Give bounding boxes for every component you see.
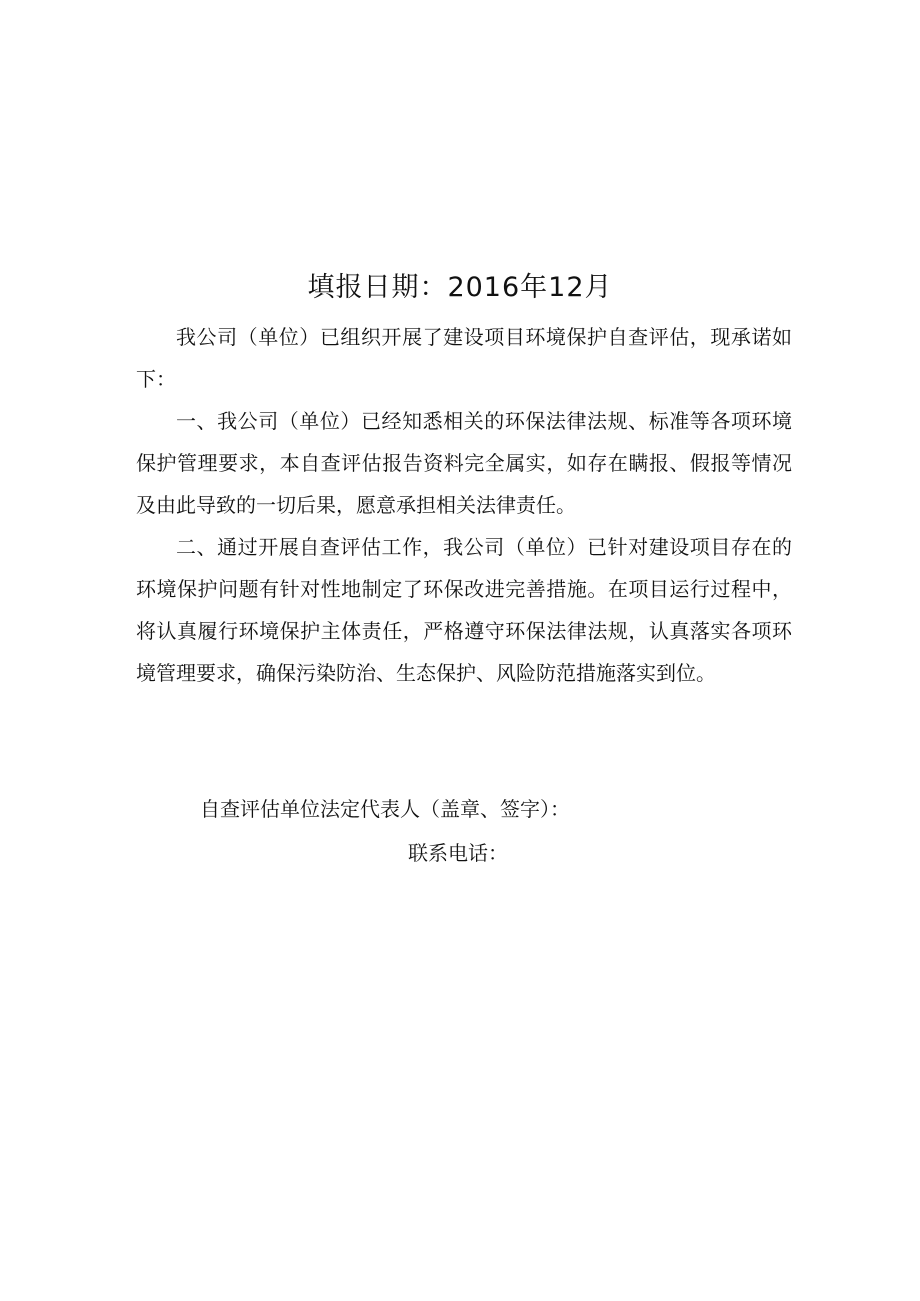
fill-date-heading: 填报日期：2016年12月	[307, 272, 613, 303]
commitment-paragraph-2: 二、通过开展自查评估工作，我公司（单位）已针对建设项目存在的环境保护问题有针对性地制定了环保改进完善措施。在项目运行过程中，将认真履行环境保护主体责任，严格遵守环保法律法规，认真落实各项环境管理要求，确保污染防治、生态保护、风险防范措施落实到位。	[136, 535, 792, 685]
commitment-body	[136, 316, 792, 694]
phone-label: 联系电话：	[408, 841, 508, 865]
commitment-paragraph-1: 一、我公司（单位）已经知悉相关的环保法律法规、标准等各项环境保护管理要求，本自查评估报告资料完全属实，如存在瞒报、假报等情况及由此导致的一切后果，愿意承担相关法律责任。	[136, 409, 792, 517]
intro-paragraph: 我公司（单位）已组织开展了建设项目环境保护自查评估，现承诺如下：	[136, 325, 792, 391]
signature-label: 自查评估单位法定代表人（盖章、签字）：	[200, 797, 570, 821]
